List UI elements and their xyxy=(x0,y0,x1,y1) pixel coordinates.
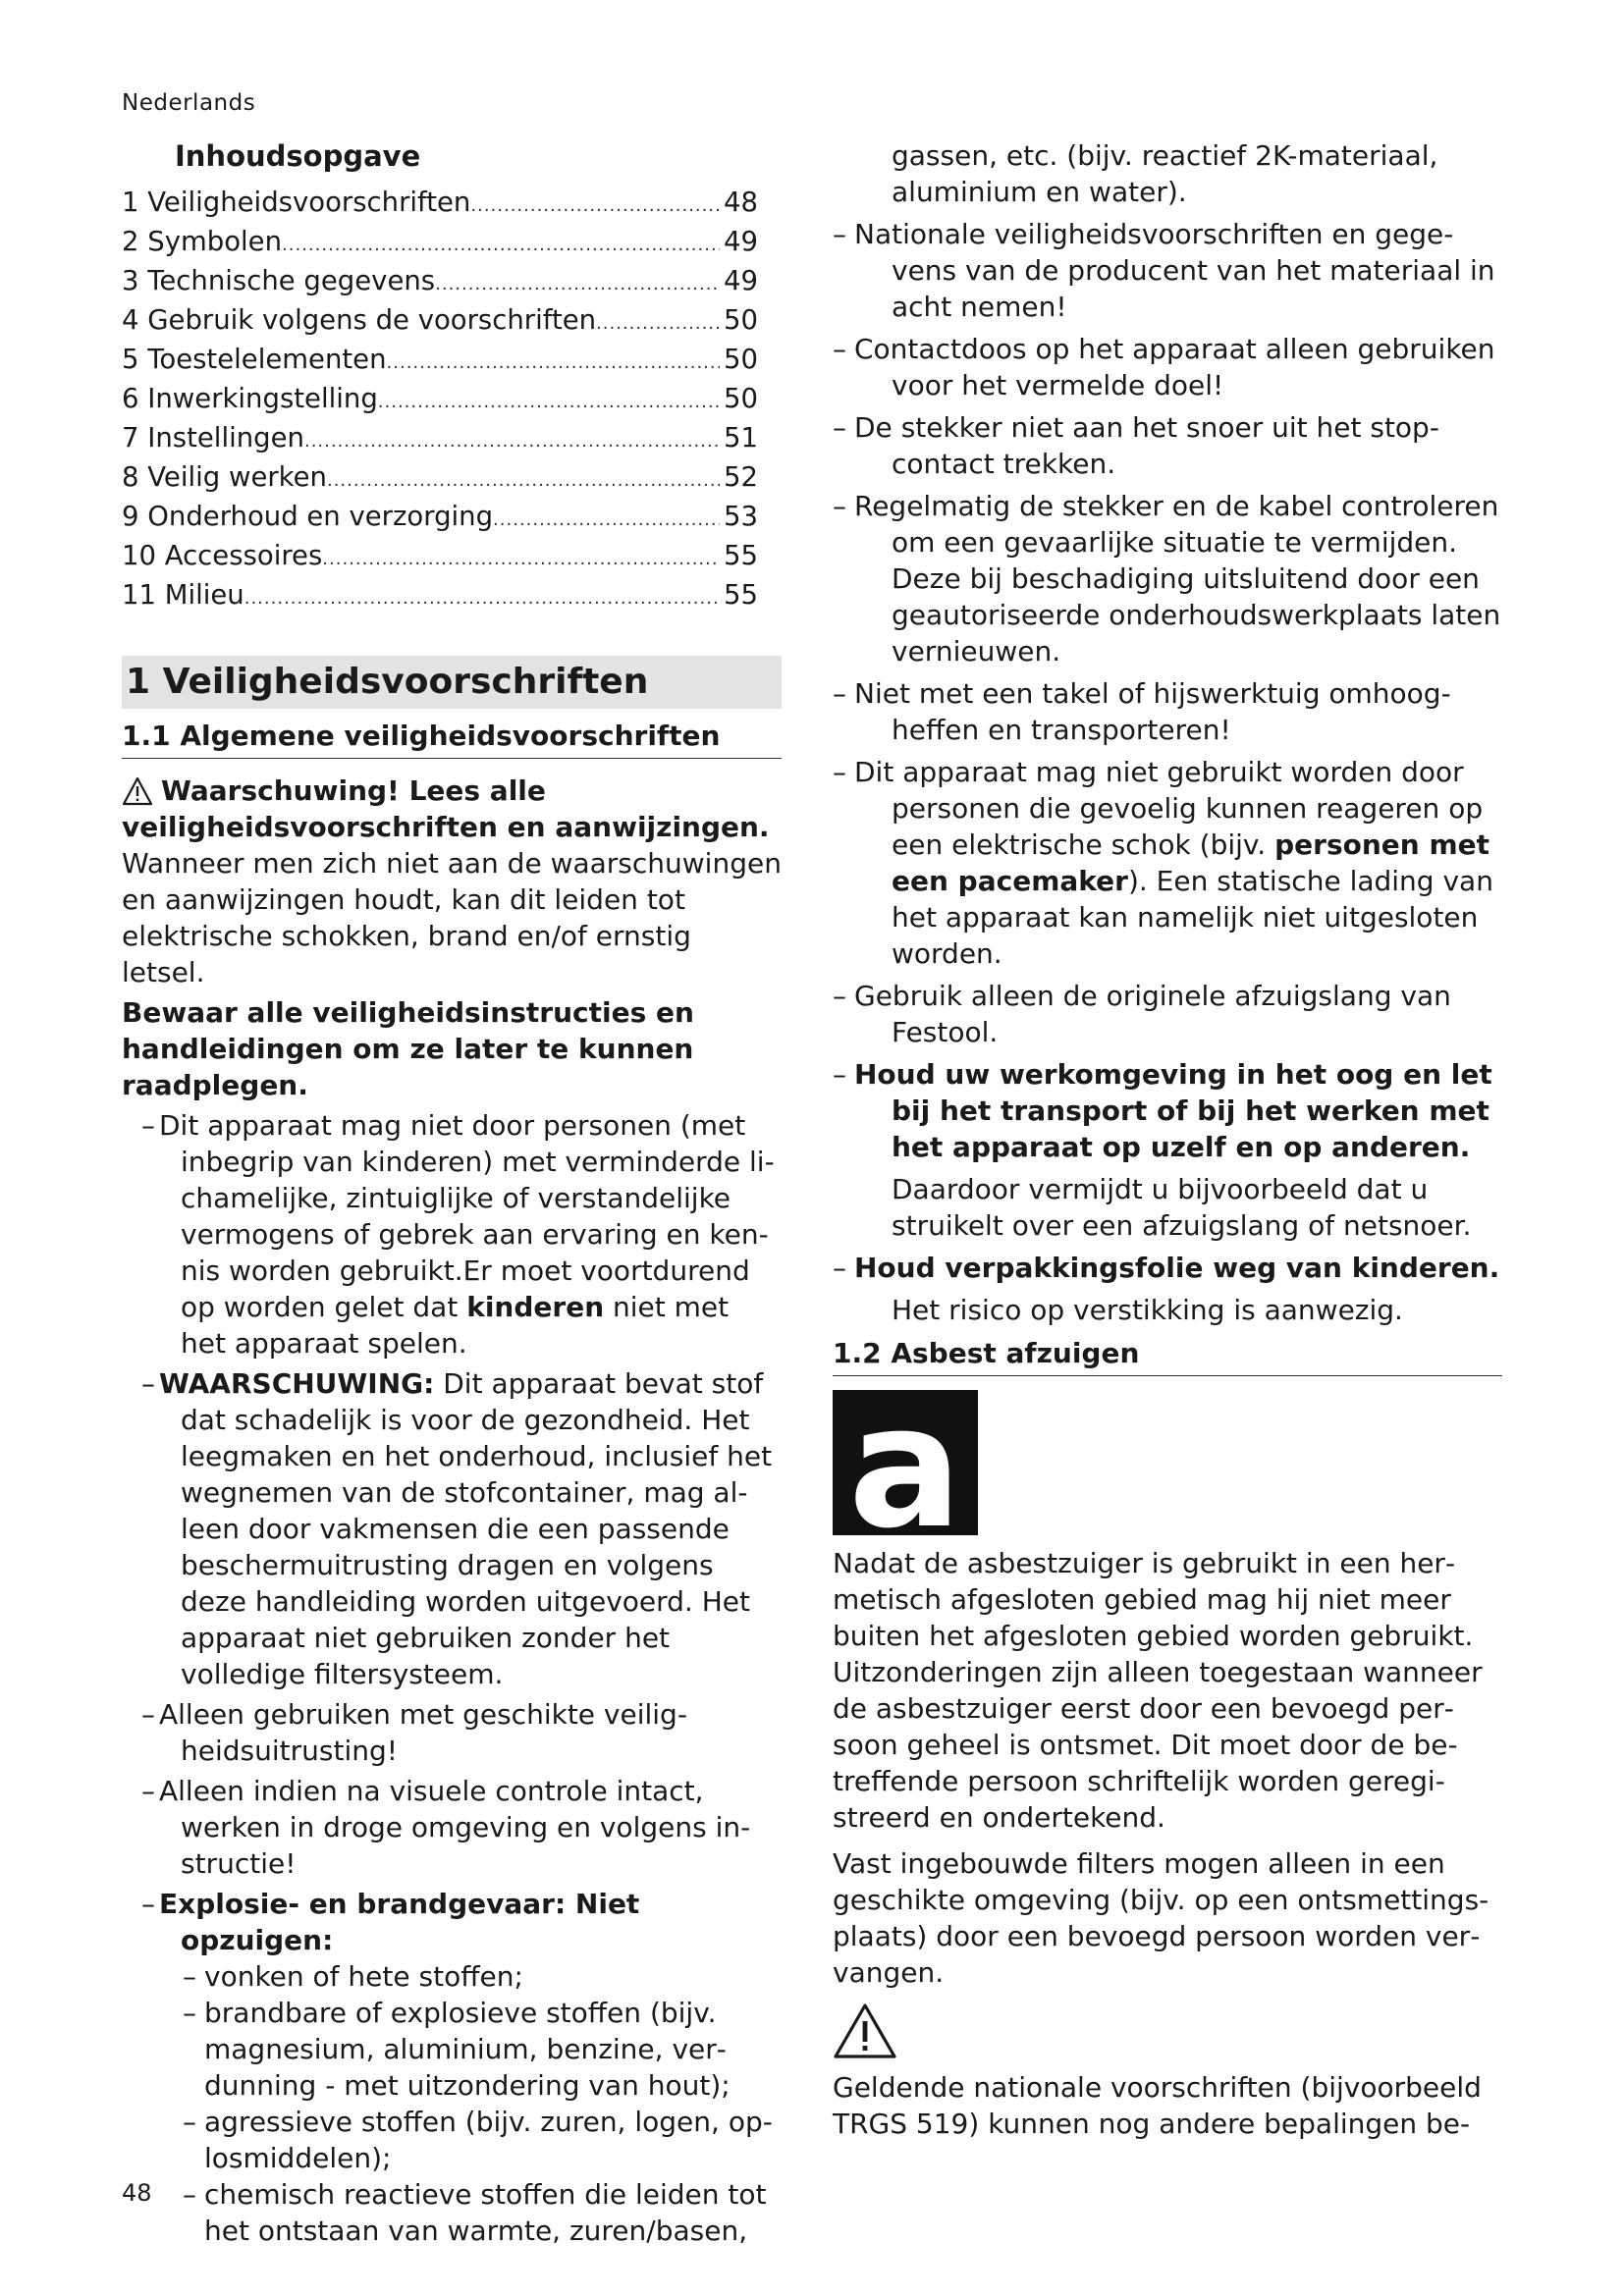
toc-item-label: 4 Gebruik volgens de voorschriften xyxy=(122,304,597,336)
bullet-text: Alleen indien na visuele controle intact, werken in droge omgeving en volgens instructie! xyxy=(159,1775,751,1880)
toc-item-page: 55 xyxy=(724,579,758,611)
toc-item xyxy=(122,538,758,577)
toc-item xyxy=(122,302,758,342)
toc-item-page: 52 xyxy=(724,461,758,493)
toc-item-page: 55 xyxy=(724,540,758,571)
toc-item-page: 48 xyxy=(724,187,758,218)
section-1-2-title: 1.2 Asbest afzuigen xyxy=(833,1336,1502,1376)
bullet-text: Dit apparaat mag niet gebruikt worden door personen die gevoelig kunnen reageren op een elektrische schok (bijv. personen met een pacemaker). Een statische lading van het apparaat kan namelijk niet uitgesloten worden. xyxy=(854,756,1493,970)
sub-bullet: – chemisch reactieve stoffen die leiden tot het ontstaan van warmte, zuren/basen, xyxy=(183,2178,767,2247)
toc-item-page: 49 xyxy=(724,265,758,296)
toc-item-page: 50 xyxy=(724,304,758,336)
bullet-dash: – xyxy=(141,1367,155,1400)
toc-item-label: 2 Symbolen xyxy=(122,226,283,257)
toc-leader-dots xyxy=(470,187,720,224)
bullet-text: Dit apparaat mag niet door personen (met inbegrip van kinderen) met verminderde lichamelijke, zintuiglijke of verstandelijke vermogens of gebrek aan ervaring en kennis worden gebruikt.Er moet voortdurend op worden gelet dat kinderen niet met het apparaat spelen. xyxy=(159,1109,775,1360)
toc-item-label: 5 Toestelelementen xyxy=(122,344,387,375)
bullet-note: Daardoor vermijdt u bijvoorbeeld dat u struikelt over een afzuigslang of netsnoer. xyxy=(892,1173,1472,1242)
bullet-text: Niet met een takel of hijswerktuig omhoogheffen en transporteren! xyxy=(854,677,1451,746)
asbest-paragraph-2: Vast ingebouwde filters mogen alleen in een geschikte omgeving (bijv. op een ontsmettingsplaats) door een bevoegd persoon worden vervangen. xyxy=(833,1847,1489,1989)
bullet-text: Contactdoos op het apparaat alleen gebruiken voor het vermelde doel! xyxy=(854,333,1495,401)
bullet-explosion xyxy=(122,1886,782,1958)
asbest-logo-icon xyxy=(833,1390,978,1535)
left-column xyxy=(122,137,782,2249)
toc-leader-dots xyxy=(493,502,720,538)
right-column xyxy=(833,137,1502,2142)
toc-item xyxy=(122,342,758,381)
asbest-paragraph-3: Geldende nationale voorschriften (bijvoorbeeld TRGS 519) kunnen nog andere bepalingen be- xyxy=(833,2071,1482,2140)
bullet-text: Regelmatig de stekker en de kabel controleren om een gevaarlijke situatie te vermijden. Deze bij beschadiging uitsluitend door een geautoriseerde onderhoudswerkplaats laten vernieuwen. xyxy=(854,490,1501,667)
toc-item-label: 10 Accessoires xyxy=(122,540,323,571)
toc-item-label: 9 Onderhoud en verzorging xyxy=(122,501,494,532)
toc-item-page: 50 xyxy=(724,383,758,414)
toc-title: Inhoudsopgave xyxy=(175,139,421,173)
toc-item xyxy=(122,224,758,263)
toc-item xyxy=(122,420,758,459)
bullet-safety-equipment xyxy=(122,1696,782,1769)
bullet-text: Alleen gebruiken met geschikte veiligheidsuitrusting! xyxy=(159,1698,687,1767)
toc-item-page: 53 xyxy=(724,501,758,532)
bullet-plug: – De stekker niet aan het snoer uit het stopcontact trekken. xyxy=(833,411,1439,480)
warning-text: Wanneer men zich niet aan de waarschuwingen en aanwijzingen houdt, kan dit leiden tot elektrische schokken, brand en/of ernstig letsel. xyxy=(122,847,782,988)
sub-bullet-text: brandbare of explosieve stoffen (bijv. magnesium, aluminium, benzine, verdunning - met uitzondering van hout); xyxy=(204,1997,731,2102)
toc-item xyxy=(122,185,758,224)
bullet-dash: – xyxy=(141,1775,155,1807)
bullet-watch-environment: – Houd uw werkomgeving in het oog en let bij het transport of bij het werken met het apparaat op uzelf en op anderen. xyxy=(833,1058,1492,1163)
toc-item xyxy=(122,577,758,616)
toc-leader-dots xyxy=(378,384,720,420)
toc-item-label: 1 Veiligheidsvoorschriften xyxy=(122,187,471,218)
toc-item xyxy=(122,263,758,302)
continued-text: gassen, etc. (bijv. reactief 2K-materiaal, aluminium en water). xyxy=(892,139,1438,208)
sub-bullet: – vonken of hete stoffen; xyxy=(183,1960,523,1993)
bullet-warning-dust xyxy=(122,1365,782,1692)
warning-paragraph xyxy=(122,773,782,990)
bullet-original-hose: – Gebruik alleen de originele afzuigslang van Festool. xyxy=(833,980,1451,1048)
page-number: 48 xyxy=(122,2179,152,2207)
bullet-text: WAARSCHUWING: Dit apparaat bevat stof dat schadelijk is voor de gezondheid. Het leegmaken en het onderhoud, inclusief het wegnemen van de stofcontainer, mag alleen door vakmensen die een passende beschermuitrusting dragen en volgens deze handleiding worden uitgevoerd. Het apparaat niet gebruiken zonder het volledige filtersysteem. xyxy=(159,1367,773,1690)
bullet-national-rules: – Nationale veiligheidsvoorschriften en gegevens van de producent van het materiaal in acht nemen! xyxy=(833,218,1495,323)
section-1-1-title: 1.1 Algemene veiligheidsvoorschriften xyxy=(122,719,782,759)
toc-item-label: 3 Technische gegevens xyxy=(122,265,436,296)
toc-item xyxy=(122,459,758,499)
asbest-paragraph-1: Nadat de asbestzuiger is gebruikt in een hermetisch afgesloten gebied mag hij niet meer buiten het afgesloten gebied worden gebruikt. Uitzonderingen zijn alleen toegestaan wanneer de asbestzuiger eerst door een bevoegd persoon geheel is ontsmet. Dit moet door de betreffende persoon schriftelijk worden geregistreerd en ondertekend. xyxy=(833,1547,1483,1834)
warning-bold: Waarschuwing! Lees alle veiligheidsvoorschriften en aanwijzingen. xyxy=(122,774,770,843)
toc-list xyxy=(122,185,782,616)
toc-leader-dots xyxy=(322,541,720,577)
toc-item-label: 8 Veilig werken xyxy=(122,461,327,493)
sub-bullet-text: chemisch reactieve stoffen die leiden tot het ontstaan van warmte, zuren/basen, xyxy=(204,2178,767,2247)
page-language: Nederlands xyxy=(122,90,256,116)
bullet-check-cable: – Regelmatig de stekker en de kabel controleren om een gevaarlijke situatie te vermijden. Deze bij beschadiging uitsluitend door een geautoriseerde onderhoudswerkplaats laten vernieuwen. xyxy=(833,490,1501,667)
bullet-socket: – Contactdoos op het apparaat alleen gebruiken voor het vermelde doel! xyxy=(833,333,1495,401)
bullet-text: Houd uw werkomgeving in het oog en let bij het transport of bij het werken met het apparaat op uzelf en op anderen. xyxy=(854,1058,1492,1163)
warning-triangle-icon xyxy=(833,2002,897,2059)
bullet-text: Explosie- en brandgevaar: Niet opzuigen: xyxy=(159,1888,640,1956)
toc-leader-dots xyxy=(596,305,720,342)
bullet-packaging: – Houd verpakkingsfolie weg van kinderen. xyxy=(833,1252,1500,1284)
bullet-text: Gebruik alleen de originele afzuigslang van Festool. xyxy=(854,980,1451,1048)
sub-bullet-text: agressieve stoffen (bijv. zuren, logen, oplosmiddelen); xyxy=(204,2106,773,2174)
bullet-text: Houd verpakkingsfolie weg van kinderen. xyxy=(854,1252,1500,1284)
toc-leader-dots xyxy=(387,345,720,381)
sub-bullet: – agressieve stoffen (bijv. zuren, logen, oplosmiddelen); xyxy=(183,2106,773,2174)
toc-item-page: 51 xyxy=(724,422,758,454)
bullet-text: Nationale veiligheidsvoorschriften en gegevens van de producent van het materiaal in acht nemen! xyxy=(854,218,1495,323)
toc-leader-dots xyxy=(435,266,720,302)
svg-text:a: a xyxy=(847,1390,963,1535)
bullet-children xyxy=(122,1107,782,1362)
bullet-dash: – xyxy=(141,1888,155,1920)
bullet-no-hoist: – Niet met een takel of hijswerktuig omhoogheffen en transporteren! xyxy=(833,677,1451,746)
keep-instructions: Bewaar alle veiligheidsinstructies en handleidingen om ze later te kunnen raadplegen. xyxy=(122,996,694,1101)
bullet-dash: – xyxy=(141,1109,155,1142)
toc-item-page: 50 xyxy=(724,344,758,375)
toc-leader-dots xyxy=(282,227,720,263)
toc-item-label: 6 Inwerkingstelling xyxy=(122,383,378,414)
toc-item xyxy=(122,381,758,420)
toc-item-label: 11 Milieu xyxy=(122,579,244,611)
toc-leader-dots xyxy=(327,462,720,499)
toc-item-label: 7 Instellingen xyxy=(122,422,304,454)
bullet-text: De stekker niet aan het snoer uit het stopcontact trekken. xyxy=(854,411,1439,480)
toc-item xyxy=(122,499,758,538)
sub-bullet: – brandbare of explosieve stoffen (bijv. magnesium, aluminium, benzine, verdunning - met uitzondering van hout); xyxy=(183,1997,731,2102)
toc-leader-dots xyxy=(244,580,720,616)
section-1-title: 1 Veiligheidsvoorschriften xyxy=(122,656,782,709)
bullet-dash: – xyxy=(141,1698,155,1731)
warning-triangle-icon xyxy=(122,776,153,806)
bullet-note: Het risico op verstikking is aanwezig. xyxy=(892,1294,1403,1326)
toc-leader-dots xyxy=(304,423,720,459)
toc-item-page: 49 xyxy=(724,226,758,257)
sub-bullet-text: vonken of hete stoffen; xyxy=(204,1960,523,1993)
bullet-pacemaker: – Dit apparaat mag niet gebruikt worden door personen die gevoelig kunnen reageren op een elektrische schok (bijv. personen met een pacemaker). Een statische lading van het apparaat kan namelijk niet uitgesloten worden. xyxy=(833,756,1493,970)
bullet-visual-check xyxy=(122,1773,782,1882)
